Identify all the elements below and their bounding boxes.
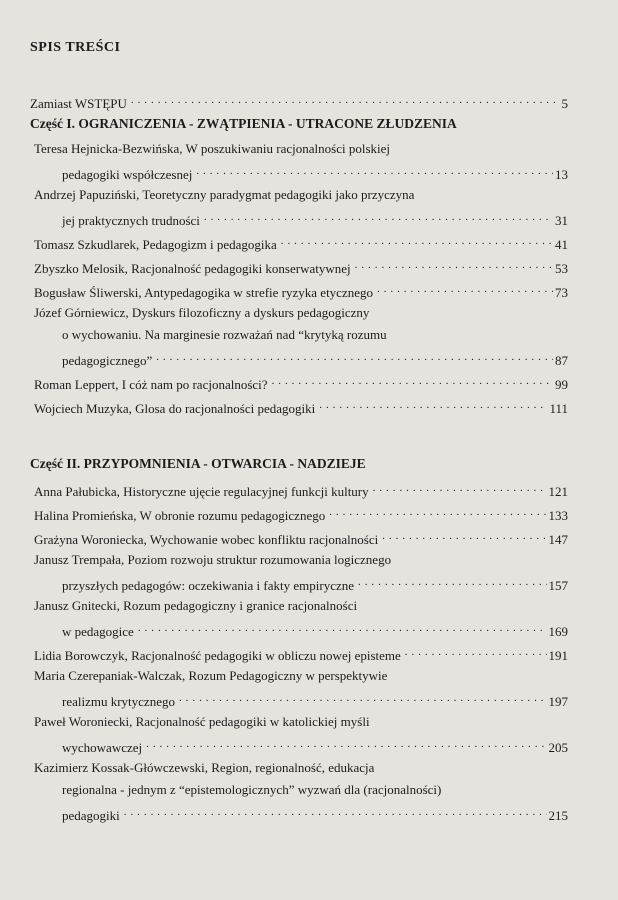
- toc-entry[interactable]: [34, 281, 568, 301]
- leader-dots: [179, 690, 547, 706]
- toc-entry-text: Anna Pałubicka, Historyczne ujęcie regulacyjnej funkcji kultury: [34, 484, 369, 499]
- leader-dots: [124, 804, 547, 820]
- toc-entry-page: 41: [555, 237, 568, 252]
- toc-entry-text: Bogusław Śliwerski, Antypedagogika w strefie ryzyka etycznego: [34, 285, 373, 300]
- leader-dots: [405, 644, 547, 660]
- toc-entry[interactable]: [62, 349, 568, 369]
- toc-entry-text: Paweł Woroniecki, Racjonalność pedagogiki w katolickiej myśli: [34, 714, 370, 729]
- toc-entry-text: Kazimierz Kossak-Główczewski, Region, regionalność, edukacja: [34, 760, 375, 775]
- leader-dots: [196, 163, 553, 179]
- toc-entry-page: 99: [555, 377, 568, 392]
- toc-entry-text: Lidia Borowczyk, Racjonalność pedagogiki w obliczu nowej episteme: [34, 648, 401, 663]
- toc-entry-text: Zbyszko Melosik, Racjonalność pedagogiki konserwatywnej: [34, 261, 351, 276]
- toc-entry[interactable]: [34, 257, 568, 277]
- page-title: SPIS TREŚCI: [30, 40, 121, 55]
- toc-entry-page: 73: [555, 285, 568, 300]
- toc-entry-text: Roman Leppert, I cóż nam po racjonalności?: [34, 377, 268, 392]
- toc-entry-intro[interactable]: [30, 92, 568, 112]
- part2-heading: Część II. PRZYPOMNIENIA - OTWARCIA - NADZIEJE: [30, 456, 366, 471]
- toc-entry-text: Tomasz Szkudlarek, Pedagogizm i pedagogika: [34, 237, 277, 252]
- toc-entry-text: Andrzej Papuziński, Teoretyczny paradygmat pedagogiki jako przyczyna: [34, 187, 415, 202]
- leader-dots: [281, 233, 553, 249]
- leader-dots: [146, 736, 546, 752]
- toc-entry-text: realizmu krytycznego: [62, 694, 175, 709]
- toc-entry-text: w pedagogice: [62, 624, 134, 639]
- toc-entry-text: pedagogiki: [62, 808, 120, 823]
- toc-entry[interactable]: [62, 574, 568, 594]
- toc-entry-text: Grażyna Woroniecka, Wychowanie wobec konfliktu racjonalności: [34, 532, 379, 547]
- leader-dots: [377, 281, 553, 297]
- toc-entry[interactable]: [62, 209, 568, 229]
- leader-dots: [272, 373, 553, 389]
- toc-entry[interactable]: [34, 504, 568, 524]
- toc-entry[interactable]: [34, 373, 568, 393]
- leader-dots: [373, 480, 547, 496]
- leader-dots: [156, 349, 553, 365]
- toc-entry-page: 5: [561, 96, 568, 111]
- leader-dots: [382, 528, 546, 544]
- toc-entry-text: Wojciech Muzyka, Glosa do racjonalności pedagogiki: [34, 401, 316, 416]
- leader-dots: [355, 257, 553, 273]
- toc-entry-page: 191: [548, 648, 568, 663]
- toc-entry[interactable]: [62, 804, 568, 824]
- toc-entry-page: 197: [548, 694, 568, 709]
- toc-entry-text: Janusz Gnitecki, Rozum pedagogiczny i granice racjonalności: [34, 598, 358, 613]
- leader-dots: [138, 620, 547, 636]
- toc-entry[interactable]: [34, 397, 568, 417]
- leader-dots: [358, 574, 546, 590]
- toc-entry[interactable]: [62, 690, 568, 710]
- toc-entry-page: 133: [548, 508, 568, 523]
- leader-dots: [319, 397, 547, 413]
- toc-entry-page: 13: [555, 167, 568, 182]
- toc-entry[interactable]: [62, 736, 568, 756]
- toc-entry-page: 169: [548, 624, 568, 639]
- toc-entry-text: Zamiast WSTĘPU: [30, 96, 127, 111]
- toc-entry-page: 111: [549, 401, 568, 416]
- toc-entry-text: o wychowaniu. Na marginesie rozważań nad “krytyką rozumu: [62, 327, 387, 342]
- leader-dots: [329, 504, 546, 520]
- toc-entry-text: Janusz Trempała, Poziom rozwoju struktur rozumowania logicznego: [34, 552, 392, 567]
- toc-entry-page: 157: [548, 578, 568, 593]
- toc-entry-text: pedagogiki współczesnej: [62, 167, 193, 182]
- toc-entry-page: 87: [555, 353, 568, 368]
- toc-entry-text: Józef Górniewicz, Dyskurs filozoficzny a dyskurs pedagogiczny: [34, 305, 370, 320]
- toc-entry-text: przyszłych pedagogów: oczekiwania i fakty empiryczne: [62, 578, 355, 593]
- toc-entry-text: jej praktycznych trudności: [62, 213, 200, 228]
- toc-entry[interactable]: [34, 644, 568, 664]
- toc-entry[interactable]: [34, 528, 568, 548]
- toc-entry-page: 53: [555, 261, 568, 276]
- toc-entry-page: 121: [548, 484, 568, 499]
- toc-entry[interactable]: [34, 480, 568, 500]
- toc-entry-text: Maria Czerepaniak-Walczak, Rozum Pedagogiczny w perspektywie: [34, 668, 388, 683]
- part1-heading: Część I. OGRANICZENIA - ZWĄTPIENIA - UTRACONE ZŁUDZENIA: [30, 116, 457, 131]
- leader-dots: [131, 92, 560, 108]
- toc-entry-page: 31: [555, 213, 568, 228]
- toc-entry-text: wychowawczej: [62, 740, 143, 755]
- toc-entry-text: regionalna - jednym z “epistemologicznych” wyzwań dla (racjonalności): [62, 782, 442, 797]
- leader-dots: [204, 209, 553, 225]
- toc-entry-text: Halina Promieńska, W obronie rozumu pedagogicznego: [34, 508, 326, 523]
- toc-entry[interactable]: [62, 620, 568, 640]
- toc-entry[interactable]: [34, 233, 568, 253]
- toc-entry-page: 205: [548, 740, 568, 755]
- toc-entry[interactable]: [62, 163, 568, 183]
- toc-entry-text: pedagogicznego”: [62, 353, 153, 368]
- toc-entry-page: 147: [548, 532, 568, 547]
- toc-entry-page: 215: [548, 808, 568, 823]
- toc-entry-text: Teresa Hejnicka-Bezwińska, W poszukiwaniu racjonalności polskiej: [34, 141, 391, 156]
